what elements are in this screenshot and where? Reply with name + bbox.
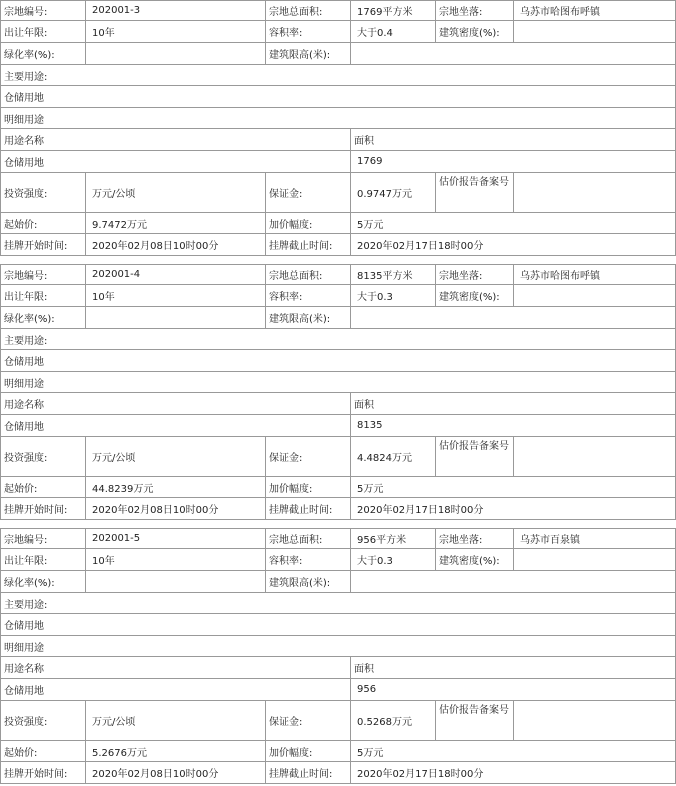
value-deposit: 0.5268万元 [350, 701, 435, 741]
label-deposit: 保证金: [265, 437, 350, 477]
table-row [0, 43, 675, 65]
table-row [0, 701, 675, 741]
table-row [0, 350, 675, 372]
label-plot-ratio: 容积率: [265, 21, 350, 43]
value-area: 1769 [350, 151, 676, 173]
value-list-start: 2020年02月08日10时00分 [85, 498, 265, 520]
table-row [0, 549, 675, 571]
label-main-use: 主要用途: [0, 65, 676, 86]
label-appraisal: 估价报告备案号 [435, 173, 513, 213]
label-total-area: 宗地总面积: [265, 264, 350, 285]
value-parcel-no: 202001-5 [85, 528, 265, 549]
value-height-limit [350, 307, 676, 329]
value-investment: 万元/公顷 [85, 437, 265, 477]
value-start-price: 5.2676万元 [85, 741, 265, 762]
value-list-start: 2020年02月08日10时00分 [85, 762, 265, 784]
table-row [0, 372, 675, 393]
value-location: 乌苏市百泉镇 [513, 528, 676, 549]
table-row [0, 329, 675, 350]
value-density [513, 285, 676, 307]
value-use-name: 仓储用地 [0, 151, 350, 173]
label-investment: 投资强度: [0, 173, 85, 213]
value-list-end: 2020年02月17日18时00分 [350, 234, 676, 256]
value-area: 956 [350, 679, 676, 701]
table-row [0, 213, 675, 234]
label-density: 建筑密度(%): [435, 285, 513, 307]
value-density [513, 21, 676, 43]
label-use-name: 用途名称 [0, 657, 350, 679]
value-list-end: 2020年02月17日18时00分 [350, 498, 676, 520]
label-increment: 加价幅度: [265, 477, 350, 498]
value-term: 10年 [85, 21, 265, 43]
value-green-rate [85, 571, 265, 593]
table-row [0, 477, 675, 498]
label-appraisal: 估价报告备案号 [435, 701, 513, 741]
label-parcel-no: 宗地编号: [0, 0, 85, 21]
table-row [0, 762, 675, 784]
label-detail-use: 明细用途 [0, 108, 676, 129]
label-deposit: 保证金: [265, 173, 350, 213]
value-investment: 万元/公顷 [85, 701, 265, 741]
value-green-rate [85, 307, 265, 329]
value-investment: 万元/公顷 [85, 173, 265, 213]
label-area: 面积 [350, 657, 676, 679]
value-main-use: 仓储用地 [0, 614, 676, 636]
label-green-rate: 绿化率(%): [0, 571, 85, 593]
value-main-use: 仓储用地 [0, 86, 676, 108]
label-start-price: 起始价: [0, 213, 85, 234]
label-use-name: 用途名称 [0, 129, 350, 151]
table-row [0, 307, 675, 329]
value-increment: 5万元 [350, 741, 676, 762]
label-term: 出让年限: [0, 21, 85, 43]
value-height-limit [350, 43, 676, 65]
label-appraisal: 估价报告备案号 [435, 437, 513, 477]
table-row [0, 415, 675, 437]
value-total-area: 1769平方米 [350, 0, 435, 21]
label-increment: 加价幅度: [265, 213, 350, 234]
table-row [0, 636, 675, 657]
table-row [0, 0, 675, 21]
label-list-start: 挂牌开始时间: [0, 762, 85, 784]
table-row [0, 264, 675, 285]
label-location: 宗地坐落: [435, 528, 513, 549]
value-plot-ratio: 大于0.4 [350, 21, 435, 43]
label-plot-ratio: 容积率: [265, 549, 350, 571]
value-density [513, 549, 676, 571]
value-parcel-no: 202001-3 [85, 0, 265, 21]
label-start-price: 起始价: [0, 741, 85, 762]
value-use-name: 仓储用地 [0, 415, 350, 437]
label-location: 宗地坐落: [435, 0, 513, 21]
label-height-limit: 建筑限高(米): [265, 307, 350, 329]
table-row [0, 437, 675, 477]
label-term: 出让年限: [0, 285, 85, 307]
table-row [0, 614, 675, 636]
value-start-price: 9.7472万元 [85, 213, 265, 234]
value-list-end: 2020年02月17日18时00分 [350, 762, 676, 784]
value-main-use: 仓储用地 [0, 350, 676, 372]
value-list-start: 2020年02月08日10时00分 [85, 234, 265, 256]
value-deposit: 4.4824万元 [350, 437, 435, 477]
table-row [0, 571, 675, 593]
value-parcel-no: 202001-4 [85, 264, 265, 285]
table-row [0, 741, 675, 762]
label-height-limit: 建筑限高(米): [265, 571, 350, 593]
table-row [0, 234, 675, 256]
table-row [0, 393, 675, 415]
label-main-use: 主要用途: [0, 593, 676, 614]
label-area: 面积 [350, 129, 676, 151]
value-total-area: 8135平方米 [350, 264, 435, 285]
label-deposit: 保证金: [265, 701, 350, 741]
label-start-price: 起始价: [0, 477, 85, 498]
label-location: 宗地坐落: [435, 264, 513, 285]
label-density: 建筑密度(%): [435, 21, 513, 43]
label-green-rate: 绿化率(%): [0, 43, 85, 65]
value-plot-ratio: 大于0.3 [350, 549, 435, 571]
table-row [0, 285, 675, 307]
value-location: 乌苏市哈图布呼镇 [513, 0, 676, 21]
label-total-area: 宗地总面积: [265, 528, 350, 549]
label-list-start: 挂牌开始时间: [0, 234, 85, 256]
table-row [0, 657, 675, 679]
value-green-rate [85, 43, 265, 65]
value-deposit: 0.9747万元 [350, 173, 435, 213]
label-use-name: 用途名称 [0, 393, 350, 415]
table-row [0, 86, 675, 108]
table-row [0, 498, 675, 520]
label-parcel-no: 宗地编号: [0, 528, 85, 549]
label-term: 出让年限: [0, 549, 85, 571]
label-list-end: 挂牌截止时间: [265, 762, 350, 784]
value-increment: 5万元 [350, 477, 676, 498]
label-list-end: 挂牌截止时间: [265, 234, 350, 256]
label-area: 面积 [350, 393, 676, 415]
value-total-area: 956平方米 [350, 528, 435, 549]
label-parcel-no: 宗地编号: [0, 264, 85, 285]
table-row [0, 65, 675, 86]
label-density: 建筑密度(%): [435, 549, 513, 571]
label-plot-ratio: 容积率: [265, 285, 350, 307]
label-list-start: 挂牌开始时间: [0, 498, 85, 520]
value-term: 10年 [85, 549, 265, 571]
value-height-limit [350, 571, 676, 593]
table-row [0, 21, 675, 43]
value-appraisal [513, 701, 676, 741]
value-term: 10年 [85, 285, 265, 307]
value-area: 8135 [350, 415, 676, 437]
label-detail-use: 明细用途 [0, 636, 676, 657]
value-start-price: 44.8239万元 [85, 477, 265, 498]
value-location: 乌苏市哈图布呼镇 [513, 264, 676, 285]
table-row [0, 173, 675, 213]
table-row [0, 528, 675, 549]
value-appraisal [513, 173, 676, 213]
table-row [0, 151, 675, 173]
label-increment: 加价幅度: [265, 741, 350, 762]
label-detail-use: 明细用途 [0, 372, 676, 393]
value-plot-ratio: 大于0.3 [350, 285, 435, 307]
table-row [0, 679, 675, 701]
value-increment: 5万元 [350, 213, 676, 234]
table-row [0, 593, 675, 614]
table-row [0, 129, 675, 151]
label-total-area: 宗地总面积: [265, 0, 350, 21]
label-list-end: 挂牌截止时间: [265, 498, 350, 520]
label-investment: 投资强度: [0, 437, 85, 477]
value-use-name: 仓储用地 [0, 679, 350, 701]
label-main-use: 主要用途: [0, 329, 676, 350]
label-green-rate: 绿化率(%): [0, 307, 85, 329]
label-investment: 投资强度: [0, 701, 85, 741]
table-row [0, 108, 675, 129]
value-appraisal [513, 437, 676, 477]
label-height-limit: 建筑限高(米): [265, 43, 350, 65]
